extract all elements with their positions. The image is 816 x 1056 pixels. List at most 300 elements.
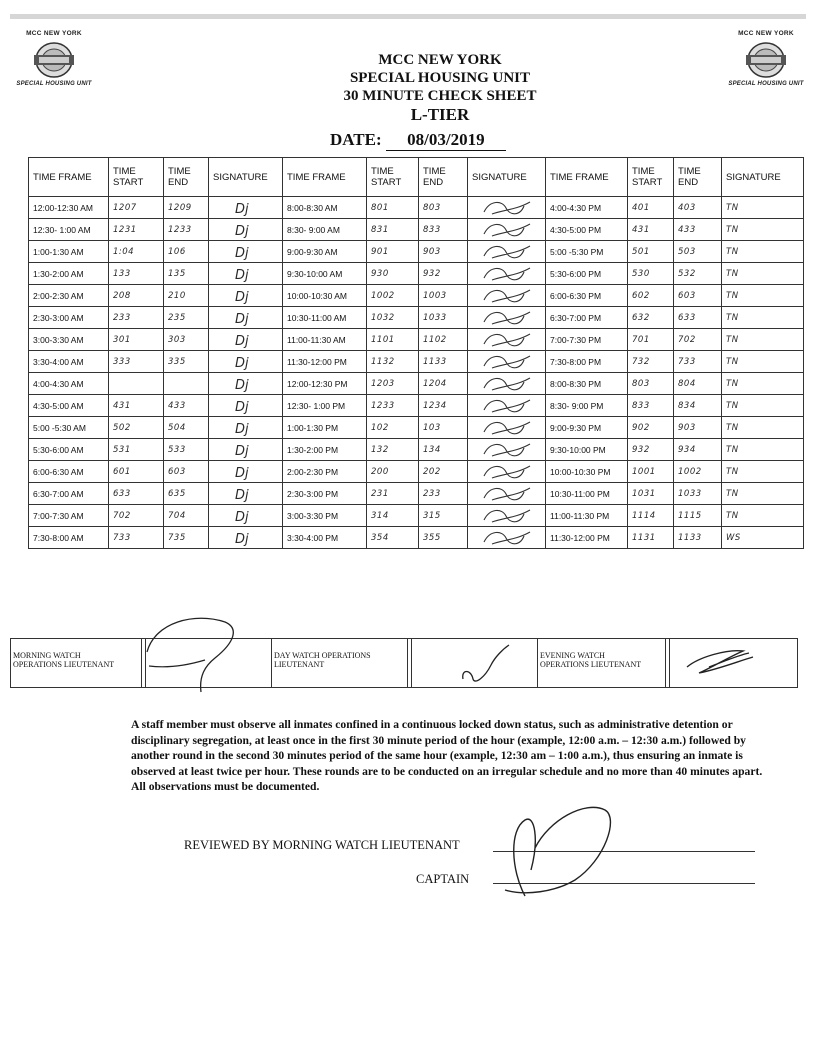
- evening-watch-cell: [537, 639, 666, 687]
- time-end-cell[interactable]: 210: [164, 285, 209, 307]
- handwritten-signature: [213, 242, 283, 262]
- signature-cell[interactable]: WS: [722, 527, 804, 549]
- time-start-cell[interactable]: 902: [628, 417, 674, 439]
- time-frame-cell: 2:00-2:30 PM: [283, 461, 367, 483]
- time-end-cell[interactable]: 804: [674, 373, 722, 395]
- signature-cell[interactable]: [468, 241, 546, 263]
- time-start-cell[interactable]: 314: [367, 505, 419, 527]
- time-frame-cell: 4:30-5:00 AM: [29, 395, 109, 417]
- col-header: TIME END: [419, 158, 468, 197]
- time-frame-cell: 3:30-4:00 AM: [29, 351, 109, 373]
- time-start-cell[interactable]: 1001: [628, 461, 674, 483]
- signature-cell[interactable]: TN: [722, 461, 804, 483]
- handwritten-signature: [213, 330, 283, 350]
- time-end-cell[interactable]: 504: [164, 417, 209, 439]
- time-end-cell[interactable]: 833: [419, 219, 468, 241]
- time-start-cell[interactable]: 801: [367, 197, 419, 219]
- time-start-cell[interactable]: 208: [109, 285, 164, 307]
- check-table: [28, 157, 804, 549]
- time-start-cell[interactable]: 1132: [367, 351, 419, 373]
- logo-top-text: MCC NEW YORK: [26, 30, 82, 37]
- logo-top-text: MCC NEW YORK: [738, 30, 794, 37]
- signature-cell[interactable]: [209, 329, 283, 351]
- time-start-cell[interactable]: 701: [628, 329, 674, 351]
- signature-initials: Dj: [235, 311, 249, 327]
- table-row: [29, 439, 804, 461]
- time-end-cell[interactable]: 603: [164, 461, 209, 483]
- time-start-cell[interactable]: 803: [628, 373, 674, 395]
- shu-seal-icon: [743, 41, 789, 79]
- time-frame-cell: 7:00-7:30 PM: [546, 329, 628, 351]
- time-start-cell[interactable]: 431: [109, 395, 164, 417]
- handwritten-signature: [472, 418, 542, 438]
- table-header-row: [29, 158, 804, 197]
- time-frame-cell: 7:30-8:00 PM: [546, 351, 628, 373]
- signature-cell[interactable]: TN: [722, 285, 804, 307]
- time-start-cell[interactable]: 1101: [367, 329, 419, 351]
- title-line-2: SPECIAL HOUSING UNIT: [349, 70, 531, 86]
- table-row: [29, 285, 804, 307]
- time-start-cell[interactable]: [109, 373, 164, 395]
- morning-watch-signature: [135, 612, 255, 702]
- date-value: 08/03/2019: [386, 130, 506, 151]
- time-end-cell[interactable]: 903: [419, 241, 468, 263]
- morning-watch-cell: [11, 639, 142, 687]
- time-frame-cell: 10:00-10:30 PM: [546, 461, 628, 483]
- col-header: TIME FRAME: [29, 158, 109, 197]
- morning-watch-label: MORNING WATCH OPERATIONS LIEUTENANT: [13, 651, 115, 669]
- signature-cell[interactable]: [468, 483, 546, 505]
- table-row: [29, 263, 804, 285]
- handwritten-signature: [213, 396, 283, 416]
- time-start-cell[interactable]: 531: [109, 439, 164, 461]
- time-frame-cell: 6:00-6:30 PM: [546, 285, 628, 307]
- time-end-cell[interactable]: 702: [674, 329, 722, 351]
- table-row: [29, 307, 804, 329]
- time-end-cell[interactable]: 135: [164, 263, 209, 285]
- signature-cell[interactable]: [209, 351, 283, 373]
- time-frame-cell: 4:00-4:30 AM: [29, 373, 109, 395]
- time-frame-cell: 1:30-2:00 PM: [283, 439, 367, 461]
- time-frame-cell: 11:30-12:00 PM: [283, 351, 367, 373]
- title-line-1: MCC NEW YORK: [378, 52, 502, 68]
- handwritten-signature: [472, 462, 542, 482]
- time-start-cell[interactable]: 431: [628, 219, 674, 241]
- time-frame-cell: 5:00 -5:30 AM: [29, 417, 109, 439]
- time-end-cell[interactable]: 633: [674, 307, 722, 329]
- time-end-cell[interactable]: 1003: [419, 285, 468, 307]
- signature-initials: Dj: [235, 355, 249, 371]
- time-end-cell[interactable]: 834: [674, 395, 722, 417]
- signature-cell[interactable]: [468, 219, 546, 241]
- col-header: TIME FRAME: [283, 158, 367, 197]
- time-start-cell[interactable]: 702: [109, 505, 164, 527]
- time-start-cell[interactable]: 901: [367, 241, 419, 263]
- time-end-cell[interactable]: 403: [674, 197, 722, 219]
- time-frame-cell: 5:00 -5:30 PM: [546, 241, 628, 263]
- signature-cell[interactable]: TN: [722, 329, 804, 351]
- handwritten-signature: [213, 308, 283, 328]
- time-start-cell[interactable]: 833: [628, 395, 674, 417]
- logo-bottom-text: SPECIAL HOUSING UNIT: [16, 81, 92, 87]
- col-header: TIME FRAME: [546, 158, 628, 197]
- time-frame-cell: 3:00-3:30 PM: [283, 505, 367, 527]
- captain-signature: [495, 800, 625, 900]
- signature-initials: Dj: [235, 421, 249, 437]
- time-start-cell[interactable]: 1231: [109, 219, 164, 241]
- time-frame-cell: 10:00-10:30 AM: [283, 285, 367, 307]
- handwritten-signature: [213, 374, 283, 394]
- time-frame-cell: 12:00-12:30 AM: [29, 197, 109, 219]
- col-header: TIME START: [109, 158, 164, 197]
- time-frame-cell: 2:30-3:00 AM: [29, 307, 109, 329]
- time-frame-cell: 10:30-11:00 AM: [283, 307, 367, 329]
- signature-initials: Dj: [235, 465, 249, 481]
- evening-watch-signature: [669, 639, 789, 687]
- time-end-cell[interactable]: 103: [419, 417, 468, 439]
- handwritten-signature: [472, 242, 542, 262]
- time-end-cell[interactable]: 1115: [674, 505, 722, 527]
- signature-cell[interactable]: TN: [722, 373, 804, 395]
- time-frame-cell: 7:30-8:00 AM: [29, 527, 109, 549]
- signature-cell[interactable]: TN: [722, 197, 804, 219]
- time-frame-cell: 6:00-6:30 AM: [29, 461, 109, 483]
- time-end-cell[interactable]: 735: [164, 527, 209, 549]
- signature-cell[interactable]: [209, 527, 283, 549]
- time-frame-cell: 5:30-6:00 AM: [29, 439, 109, 461]
- time-frame-cell: 6:30-7:00 AM: [29, 483, 109, 505]
- time-end-cell[interactable]: 1002: [674, 461, 722, 483]
- time-frame-cell: 7:00-7:30 AM: [29, 505, 109, 527]
- time-start-cell[interactable]: 333: [109, 351, 164, 373]
- time-start-cell[interactable]: 733: [109, 527, 164, 549]
- time-end-cell[interactable]: 934: [674, 439, 722, 461]
- time-end-cell[interactable]: 355: [419, 527, 468, 549]
- time-frame-cell: 12:30- 1:00 PM: [283, 395, 367, 417]
- handwritten-signature: [472, 440, 542, 460]
- time-start-cell[interactable]: 354: [367, 527, 419, 549]
- time-start-cell[interactable]: 501: [628, 241, 674, 263]
- signature-cell[interactable]: [468, 197, 546, 219]
- signature-cell[interactable]: TN: [722, 439, 804, 461]
- time-end-cell[interactable]: 903: [674, 417, 722, 439]
- time-end-cell[interactable]: 635: [164, 483, 209, 505]
- time-end-cell[interactable]: 932: [419, 263, 468, 285]
- table-row: [29, 241, 804, 263]
- day-watch-cell: [271, 639, 408, 687]
- col-header: SIGNATURE: [468, 158, 546, 197]
- signature-cell[interactable]: [468, 395, 546, 417]
- col-header: SIGNATURE: [209, 158, 283, 197]
- signature-initials: Dj: [235, 267, 249, 283]
- signature-cell[interactable]: TN: [722, 395, 804, 417]
- signature-cell[interactable]: TN: [722, 351, 804, 373]
- handwritten-signature: [213, 198, 283, 218]
- time-frame-cell: 11:00-11:30 PM: [546, 505, 628, 527]
- signature-cell[interactable]: [468, 527, 546, 549]
- signature-cell[interactable]: [209, 505, 283, 527]
- handwritten-signature: [213, 286, 283, 306]
- time-end-cell[interactable]: 1234: [419, 395, 468, 417]
- time-end-cell[interactable]: 235: [164, 307, 209, 329]
- time-end-cell[interactable]: 303: [164, 329, 209, 351]
- time-end-cell[interactable]: 603: [674, 285, 722, 307]
- time-start-cell[interactable]: 133: [109, 263, 164, 285]
- handwritten-signature: [213, 264, 283, 284]
- time-frame-cell: 1:00-1:30 AM: [29, 241, 109, 263]
- signature-initials: Dj: [235, 509, 249, 525]
- time-end-cell[interactable]: 106: [164, 241, 209, 263]
- signature-cell[interactable]: [468, 461, 546, 483]
- time-start-cell[interactable]: 1233: [367, 395, 419, 417]
- handwritten-signature: [472, 330, 542, 350]
- table-row: [29, 219, 804, 241]
- shu-logo-right: [720, 30, 812, 87]
- handwritten-signature: [472, 198, 542, 218]
- table-row: [29, 197, 804, 219]
- time-frame-cell: 12:30- 1:00 AM: [29, 219, 109, 241]
- time-start-cell[interactable]: 831: [367, 219, 419, 241]
- day-watch-label: DAY WATCH OPERATIONS LIEUTENANT: [274, 651, 371, 669]
- time-frame-cell: 9:30-10:00 AM: [283, 263, 367, 285]
- time-frame-cell: 8:00-8:30 PM: [546, 373, 628, 395]
- time-frame-cell: 3:30-4:00 PM: [283, 527, 367, 549]
- handwritten-signature: [472, 484, 542, 504]
- scan-edge-bar: [10, 14, 806, 19]
- signature-cell[interactable]: [209, 373, 283, 395]
- signature-initials: Dj: [235, 245, 249, 261]
- col-header: TIME START: [628, 158, 674, 197]
- time-end-cell[interactable]: 433: [164, 395, 209, 417]
- time-frame-cell: 12:00-12:30 PM: [283, 373, 367, 395]
- signature-cell[interactable]: TN: [722, 417, 804, 439]
- time-frame-cell: 8:30- 9:00 PM: [546, 395, 628, 417]
- time-start-cell[interactable]: 1114: [628, 505, 674, 527]
- instructions-paragraph: A staff member must observe all inmates confined in a continuous locked down status, such as administrative detention or disciplinary segregation, at least once in the first 30 minute period of the hour (example, 12:00 a.m. – 12:30 a.m.) followed by another round in the second 30 minutes period of the same hour (example, 12:30 am – 1:00 a.m.), thus ensuring an inmate is observed at least twice per hour. These rounds are to be conducted on an irregular schedule and no more than 40 minutes apart. All observations must be documented.: [131, 718, 763, 793]
- signature-cell[interactable]: [209, 395, 283, 417]
- signature-initials: Dj: [235, 333, 249, 349]
- time-frame-cell: 6:30-7:00 PM: [546, 307, 628, 329]
- time-frame-cell: 2:00-2:30 AM: [29, 285, 109, 307]
- table-row: [29, 417, 804, 439]
- handwritten-signature: [472, 220, 542, 240]
- handwritten-signature: [213, 484, 283, 504]
- signature-initials: Dj: [235, 399, 249, 415]
- handwritten-signature: [472, 264, 542, 284]
- time-start-cell[interactable]: 633: [109, 483, 164, 505]
- signature-cell[interactable]: TN: [722, 219, 804, 241]
- evening-watch-signature-box[interactable]: [669, 639, 797, 687]
- handwritten-signature: [213, 418, 283, 438]
- time-frame-cell: 4:00-4:30 PM: [546, 197, 628, 219]
- signature-cell[interactable]: TN: [722, 241, 804, 263]
- time-start-cell[interactable]: 602: [628, 285, 674, 307]
- signature-cell[interactable]: [209, 241, 283, 263]
- table-row: [29, 373, 804, 395]
- signature-cell[interactable]: [468, 285, 546, 307]
- day-watch-signature-box[interactable]: [411, 639, 538, 687]
- signature-cell[interactable]: TN: [722, 483, 804, 505]
- time-start-cell[interactable]: 200: [367, 461, 419, 483]
- watch-signature-strip: [10, 638, 798, 688]
- title-line-3: 30 MINUTE CHECK SHEET: [343, 88, 537, 104]
- time-end-cell[interactable]: [164, 373, 209, 395]
- signature-initials: Dj: [235, 289, 249, 305]
- signature-cell[interactable]: [468, 417, 546, 439]
- time-start-cell[interactable]: 1031: [628, 483, 674, 505]
- time-end-cell[interactable]: 704: [164, 505, 209, 527]
- time-end-cell[interactable]: 1033: [419, 307, 468, 329]
- handwritten-signature: [213, 352, 283, 372]
- signature-cell[interactable]: [209, 461, 283, 483]
- handwritten-signature: [472, 396, 542, 416]
- time-frame-cell: 8:30- 9:00 AM: [283, 219, 367, 241]
- time-end-cell[interactable]: 1233: [164, 219, 209, 241]
- col-header: TIME END: [164, 158, 209, 197]
- time-frame-cell: 9:30-10:00 PM: [546, 439, 628, 461]
- signature-cell[interactable]: [209, 263, 283, 285]
- time-frame-cell: 5:30-6:00 PM: [546, 263, 628, 285]
- time-start-cell[interactable]: 930: [367, 263, 419, 285]
- signature-initials: Dj: [235, 223, 249, 239]
- evening-watch-label: EVENING WATCH OPERATIONS LIEUTENANT: [540, 651, 642, 669]
- time-end-cell[interactable]: 315: [419, 505, 468, 527]
- signature-cell[interactable]: [209, 219, 283, 241]
- handwritten-signature: [213, 462, 283, 482]
- time-start-cell[interactable]: 732: [628, 351, 674, 373]
- signature-cell[interactable]: [209, 417, 283, 439]
- time-start-cell[interactable]: 632: [628, 307, 674, 329]
- time-end-cell[interactable]: 335: [164, 351, 209, 373]
- handwritten-signature: [472, 286, 542, 306]
- signature-cell[interactable]: [209, 307, 283, 329]
- time-start-cell[interactable]: 530: [628, 263, 674, 285]
- time-frame-cell: 3:00-3:30 AM: [29, 329, 109, 351]
- time-frame-cell: 4:30-5:00 PM: [546, 219, 628, 241]
- time-start-cell[interactable]: 601: [109, 461, 164, 483]
- time-end-cell[interactable]: 433: [674, 219, 722, 241]
- signature-cell[interactable]: [209, 197, 283, 219]
- handwritten-signature: [472, 506, 542, 526]
- time-start-cell[interactable]: 231: [367, 483, 419, 505]
- signature-cell[interactable]: [209, 483, 283, 505]
- time-start-cell[interactable]: 1032: [367, 307, 419, 329]
- time-end-cell[interactable]: 733: [674, 351, 722, 373]
- time-end-cell[interactable]: 1204: [419, 373, 468, 395]
- signature-initials: Dj: [235, 443, 249, 459]
- handwritten-signature: [472, 352, 542, 372]
- time-frame-cell: 11:30-12:00 PM: [546, 527, 628, 549]
- time-end-cell[interactable]: 1102: [419, 329, 468, 351]
- signature-initials: Dj: [235, 487, 249, 503]
- handwritten-signature: [472, 308, 542, 328]
- time-end-cell[interactable]: 202: [419, 461, 468, 483]
- time-frame-cell: 9:00-9:30 AM: [283, 241, 367, 263]
- table-row: [29, 461, 804, 483]
- col-header: SIGNATURE: [722, 158, 804, 197]
- handwritten-signature: [213, 440, 283, 460]
- signature-cell[interactable]: [468, 329, 546, 351]
- date-label: DATE:: [330, 130, 382, 149]
- time-frame-cell: 10:30-11:00 PM: [546, 483, 628, 505]
- signature-cell[interactable]: [468, 307, 546, 329]
- time-frame-cell: 11:00-11:30 AM: [283, 329, 367, 351]
- table-row: [29, 329, 804, 351]
- time-start-cell[interactable]: 1002: [367, 285, 419, 307]
- captain-label: CAPTAIN: [416, 872, 470, 886]
- signature-initials: Dj: [235, 201, 249, 217]
- table-row: [29, 351, 804, 373]
- time-start-cell[interactable]: 932: [628, 439, 674, 461]
- time-frame-cell: 8:00-8:30 AM: [283, 197, 367, 219]
- time-start-cell[interactable]: 301: [109, 329, 164, 351]
- handwritten-signature: [472, 374, 542, 394]
- time-end-cell[interactable]: 533: [164, 439, 209, 461]
- title-line-4: L-TIER: [410, 105, 470, 124]
- time-frame-cell: 1:00-1:30 PM: [283, 417, 367, 439]
- shu-logo-left: [8, 30, 100, 87]
- time-start-cell[interactable]: 1203: [367, 373, 419, 395]
- time-start-cell[interactable]: 233: [109, 307, 164, 329]
- signature-cell[interactable]: [468, 373, 546, 395]
- reviewed-by-label: REVIEWED BY MORNING WATCH LIEUTENANT: [184, 838, 460, 852]
- handwritten-signature: [472, 528, 542, 548]
- time-start-cell[interactable]: 1131: [628, 527, 674, 549]
- signature-cell[interactable]: TN: [722, 307, 804, 329]
- signature-cell[interactable]: [468, 505, 546, 527]
- time-end-cell[interactable]: 1133: [419, 351, 468, 373]
- time-start-cell[interactable]: 502: [109, 417, 164, 439]
- time-frame-cell: 2:30-3:00 PM: [283, 483, 367, 505]
- signature-cell[interactable]: [209, 439, 283, 461]
- signature-initials: Dj: [235, 377, 249, 393]
- signature-cell[interactable]: [468, 263, 546, 285]
- time-end-cell[interactable]: 233: [419, 483, 468, 505]
- signature-cell[interactable]: [468, 351, 546, 373]
- time-start-cell[interactable]: 1:04: [109, 241, 164, 263]
- time-start-cell[interactable]: 132: [367, 439, 419, 461]
- signature-cell[interactable]: [468, 439, 546, 461]
- table-row: [29, 483, 804, 505]
- time-start-cell[interactable]: 401: [628, 197, 674, 219]
- time-end-cell[interactable]: 1133: [674, 527, 722, 549]
- col-header: TIME START: [367, 158, 419, 197]
- time-end-cell[interactable]: 1033: [674, 483, 722, 505]
- handwritten-signature: [213, 220, 283, 240]
- signature-cell[interactable]: [209, 285, 283, 307]
- time-end-cell[interactable]: 532: [674, 263, 722, 285]
- day-watch-signature: [411, 639, 531, 687]
- table-body: [29, 197, 804, 549]
- time-end-cell[interactable]: 134: [419, 439, 468, 461]
- shu-seal-icon: [31, 41, 77, 79]
- time-end-cell[interactable]: 803: [419, 197, 468, 219]
- time-start-cell[interactable]: 102: [367, 417, 419, 439]
- signature-initials: Dj: [235, 531, 249, 547]
- time-frame-cell: 1:30-2:00 AM: [29, 263, 109, 285]
- time-end-cell[interactable]: 1209: [164, 197, 209, 219]
- col-header: TIME END: [674, 158, 722, 197]
- handwritten-signature: [213, 506, 283, 526]
- time-start-cell[interactable]: 1207: [109, 197, 164, 219]
- table-row: [29, 395, 804, 417]
- signature-cell[interactable]: TN: [722, 263, 804, 285]
- signature-cell[interactable]: TN: [722, 505, 804, 527]
- time-end-cell[interactable]: 503: [674, 241, 722, 263]
- time-frame-cell: 9:00-9:30 PM: [546, 417, 628, 439]
- table-row: [29, 527, 804, 549]
- handwritten-signature: [213, 528, 283, 548]
